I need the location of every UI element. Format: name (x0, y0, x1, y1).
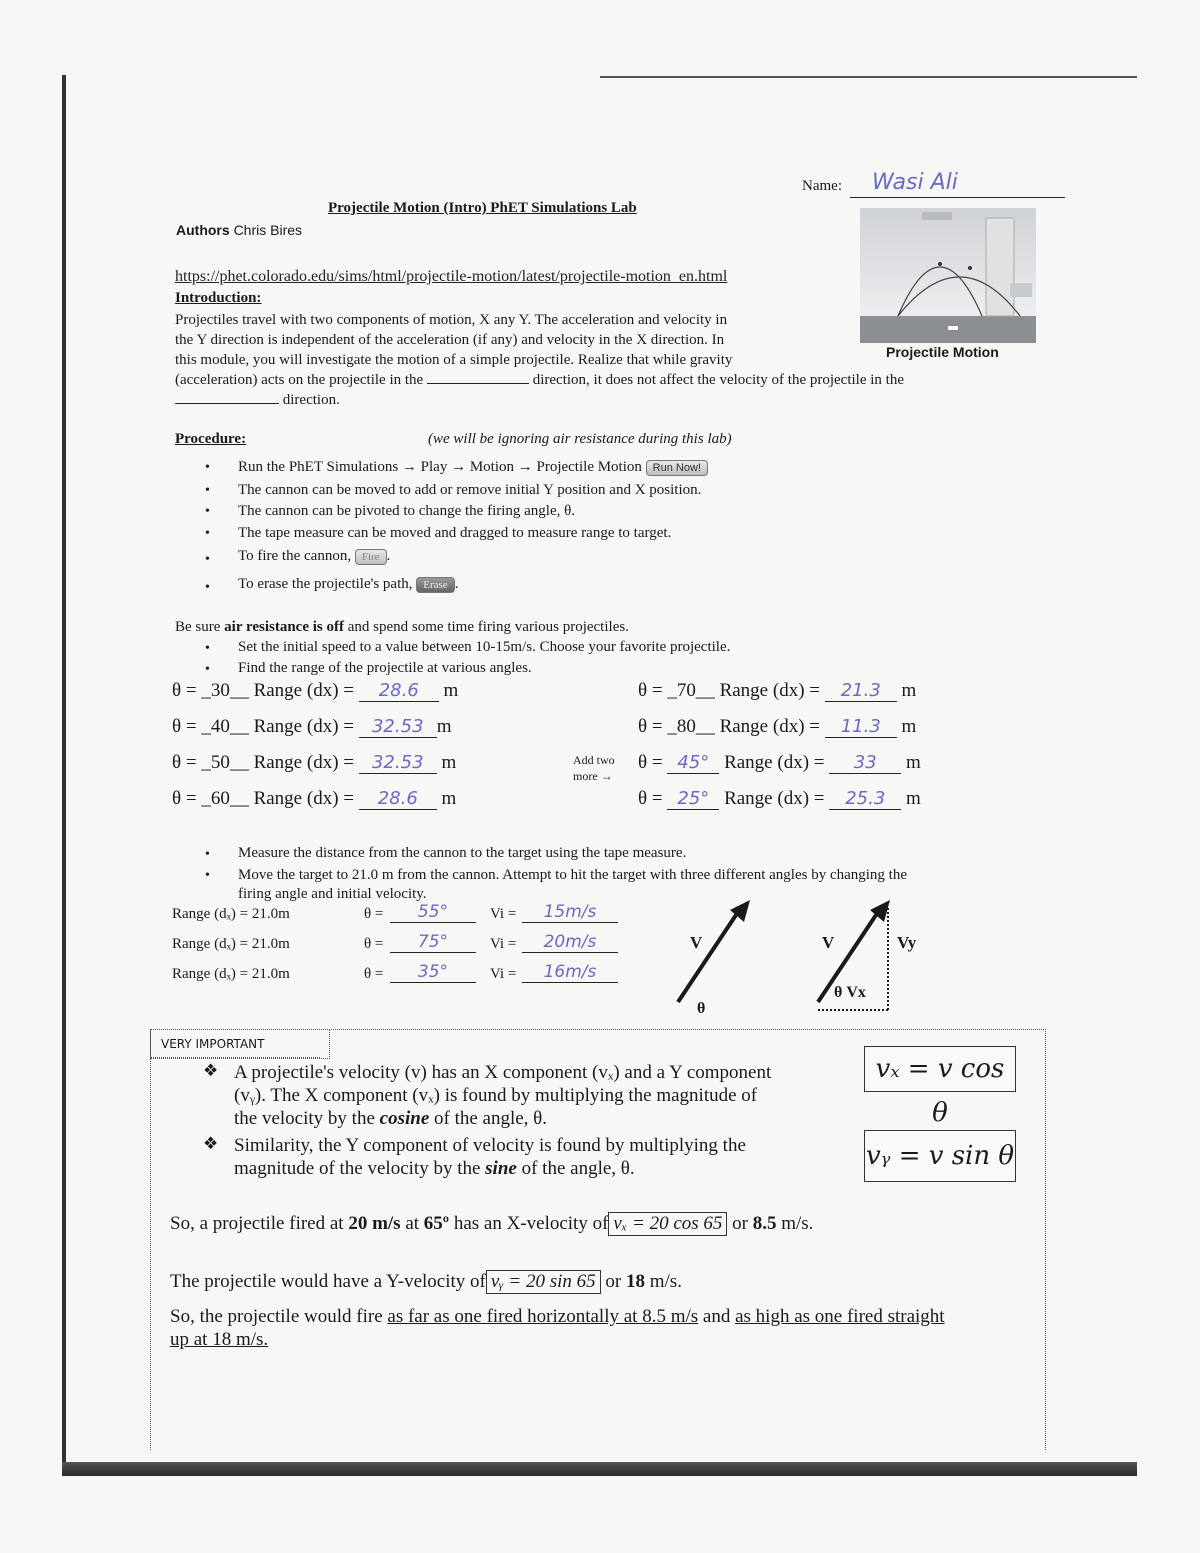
blank-direction-1[interactable] (427, 383, 529, 384)
example-formula-box: vᵧ = 20 sin 65 (486, 1270, 601, 1294)
angle-value[interactable]: 45° (667, 752, 719, 774)
left-edge-shadow (62, 75, 66, 1475)
example-emphasis: 8.5 (752, 1213, 777, 1234)
blank-direction-2[interactable] (175, 403, 279, 404)
theta-label: θ = (638, 752, 663, 773)
range-row (638, 788, 921, 810)
range-row (638, 680, 916, 702)
angle-value: _40__ (201, 716, 249, 737)
air-resistance-instruction (175, 619, 629, 636)
unit-label: m (441, 788, 457, 809)
target-range-label: Range (dₓ) = 21.0m (172, 966, 290, 982)
paragraph-text: of the angle, θ. (434, 1108, 548, 1129)
range-label: Range (dx) = (724, 752, 825, 773)
unit-label: m (901, 716, 917, 737)
target-range-label: Range (dₓ) = 21.0m (172, 906, 290, 922)
list-item: Find the range of the projectile at various angles. (238, 660, 532, 676)
range-row (172, 788, 456, 810)
theta-label: θ = (638, 680, 663, 701)
diamond-bullet-icon: ❖ (203, 1134, 219, 1153)
tag-divider (150, 1057, 320, 1058)
range-value[interactable]: 28.6 (359, 680, 439, 702)
paragraph-line (234, 1157, 746, 1180)
velocity-vector-arrow (678, 912, 738, 1002)
intro-line: the Y direction is independent of the acceleration (if any) and velocity in the X direction. In (175, 332, 725, 348)
example-formula-box: vₓ = 20 cos 65 (608, 1212, 727, 1236)
run-now-button[interactable]: Run Now! (646, 460, 708, 476)
name-value: Wasi Ali (850, 170, 1065, 198)
formula-vx: vₓ = v cos θ (864, 1046, 1016, 1092)
range-label: Range (dx) = (253, 752, 354, 773)
range-label: Range (dx) = (724, 788, 825, 809)
range-label: Range (dx) = (719, 716, 820, 737)
procedure-note: (we will be ignoring air resistance during this lab) (428, 431, 732, 447)
angle-value: _50__ (201, 752, 249, 773)
very-important-tag: VERY IMPORTANT (150, 1029, 330, 1059)
list-item: Measure the distance from the cannon to the target using the tape measure. (238, 845, 687, 861)
bullet-icon: • (205, 526, 210, 541)
list-item (238, 459, 708, 476)
example-line-2 (170, 1270, 682, 1294)
range-row (172, 752, 456, 774)
range-label: Range (dx) = (253, 716, 354, 737)
intro-line-part: direction, it does not affect the velocity of the projectile in the (532, 372, 904, 388)
theta-label: θ = (172, 716, 197, 737)
target-row (172, 962, 597, 983)
example-emphasis: 65º (423, 1213, 450, 1234)
example-text: The projectile would have a Y-velocity of (170, 1271, 486, 1292)
target-vi-value[interactable]: 20m/s (522, 932, 618, 953)
authors-value: Chris Bires (233, 222, 303, 238)
bullet-icon: • (205, 552, 210, 567)
example-text: or (732, 1213, 748, 1234)
name-label: Name: (802, 178, 842, 194)
range-row (638, 716, 916, 738)
example-text: or (605, 1271, 622, 1292)
target-row (172, 932, 597, 953)
theta-label: θ = (364, 906, 384, 922)
paragraph-emphasis: cosine (379, 1108, 430, 1129)
paragraph-line: A projectile's velocity (v) has an X component (vₓ) and a Y component (234, 1062, 772, 1083)
paragraph-emphasis: sine (485, 1158, 517, 1179)
target-angle-value[interactable]: 75° (390, 932, 476, 953)
list-item-text: Run the PhET Simulations → Play → Motion → Projectile Motion (238, 459, 642, 475)
intro-line (175, 370, 904, 390)
example-underlined: as far as one fired horizontally at 8.5 m/s (387, 1306, 699, 1327)
bullet-icon: • (205, 580, 210, 595)
unit-label: m (906, 788, 921, 809)
range-value[interactable]: 25.3 (829, 788, 901, 810)
list-item: The cannon can be pivoted to change the firing angle, θ. (238, 503, 576, 519)
target-range-label: Range (dₓ) = 21.0m (172, 936, 290, 952)
vi-label: Vi = (490, 906, 517, 922)
example-text: So, the projectile would fire (170, 1306, 383, 1327)
unit-label: m (906, 752, 921, 773)
introduction-heading: Introduction: (175, 290, 262, 306)
example-text: m/s. (781, 1213, 814, 1234)
diagram-theta-label: θ (697, 1000, 706, 1017)
range-value[interactable]: 21.3 (825, 680, 897, 702)
paragraph-line (234, 1107, 771, 1130)
diamond-bullet-icon: ❖ (203, 1061, 219, 1080)
paragraph-text: of the angle, θ. (521, 1158, 635, 1179)
angle-value: _80__ (667, 716, 715, 737)
important-paragraph-2 (234, 1134, 746, 1180)
theta-label: θ = (364, 936, 384, 952)
list-item: The cannon can be moved to add or remove initial Y position and X position. (238, 482, 702, 498)
add-two-more-note (573, 752, 615, 784)
page-title: Projectile Motion (Intro) PhET Simulations Lab (328, 200, 637, 216)
paragraph-line: Similarity, the Y component of velocity is found by multiplying the (234, 1135, 746, 1156)
range-label: Range (dx) = (253, 788, 354, 809)
bullet-icon: • (205, 868, 210, 883)
note-line: Add two (573, 753, 615, 767)
list-item: Set the initial speed to a value between 10-15m/s. Choose your favorite projectile. (238, 639, 731, 655)
instruction-emphasis: air resistance is off (224, 619, 344, 635)
range-value[interactable]: 32.53 (359, 752, 437, 774)
authors-label: Authors (176, 222, 230, 238)
important-paragraph-1 (234, 1061, 771, 1130)
procedure-heading: Procedure: (175, 431, 247, 447)
angle-value: _60__ (201, 788, 249, 809)
conclusion-line (170, 1305, 945, 1328)
range-value[interactable]: 28.6 (359, 788, 437, 810)
simulation-url-link[interactable]: https://phet.colorado.edu/sims/html/projectile-motion/latest/projectile-motion_en.html (175, 268, 728, 285)
diagram-vy-label: Vy (897, 933, 917, 952)
example-underlined: as high as one fired straight (735, 1306, 945, 1327)
intro-line: this module, you will investigate the motion of a simple projectile. Realize that while gravity (175, 352, 733, 368)
angle-value: _70__ (667, 680, 715, 701)
range-row (172, 680, 458, 702)
theta-label: θ = (638, 716, 663, 737)
intro-line-part: direction. (282, 392, 340, 408)
fire-button[interactable]: Fire (355, 549, 387, 565)
diagram-theta-vx-label: θ Vx (834, 984, 866, 1001)
intro-line-part: (acceleration) acts on the projectile in the (175, 372, 424, 388)
vi-label: Vi = (490, 936, 517, 952)
introduction-text (175, 310, 904, 410)
range-row (638, 752, 921, 774)
bottom-edge-shadow (62, 1462, 1137, 1476)
target-vi-value[interactable]: 16m/s (522, 962, 618, 983)
bullet-icon: • (205, 483, 210, 498)
example-text: So, a projectile fired at (170, 1213, 344, 1234)
bullet-icon: • (205, 460, 210, 475)
target-angle-value[interactable]: 35° (390, 962, 476, 983)
diagram-v-label: V (822, 933, 835, 952)
intro-line: Projectiles travel with two components of motion, X any Y. The acceleration and velocity in (175, 312, 728, 328)
conclusion-line: up at 18 m/s. (170, 1329, 269, 1350)
instruction-part: Be sure (175, 619, 221, 635)
paragraph-line: (vᵧ). The X component (vₓ) is found by multiplying the magnitude of (234, 1085, 758, 1106)
formula-vy: vᵧ = v sin θ (864, 1130, 1016, 1182)
bullet-icon: • (205, 641, 210, 656)
unit-label: m (441, 752, 457, 773)
paragraph-text: magnitude of the velocity by the (234, 1158, 481, 1179)
theta-label: θ = (364, 966, 384, 982)
thumbnail-caption: Projectile Motion (886, 344, 999, 360)
list-item-line: Move the target to 21.0 m from the cannon. Attempt to hit the target with three different angles by changing the (238, 867, 908, 883)
unit-label: m (901, 680, 917, 701)
list-item: The tape measure can be moved and dragged to measure range to target. (238, 525, 672, 541)
paragraph-text: the velocity by the (234, 1108, 375, 1129)
vi-label: Vi = (490, 966, 517, 982)
bullet-icon: • (205, 504, 210, 519)
theta-label: θ = (172, 680, 197, 701)
theta-label: θ = (172, 788, 197, 809)
intro-line (175, 390, 904, 410)
list-item-text: To erase the projectile's path, (238, 576, 413, 592)
theta-label: θ = (638, 788, 663, 809)
authors-line (176, 222, 302, 238)
example-text: at (405, 1213, 420, 1234)
range-label: Range (dx) = (719, 680, 820, 701)
instruction-part: and spend some time firing various projectiles. (347, 619, 629, 635)
range-label: Range (dx) = (253, 680, 354, 701)
example-text: m/s. (649, 1271, 682, 1292)
list-item-line: firing angle and initial velocity. (238, 886, 427, 902)
erase-button[interactable]: Erase (416, 577, 454, 593)
note-line: more → (573, 769, 613, 783)
target-row (172, 902, 597, 923)
diagram-v-label: V (690, 933, 703, 952)
example-text: and (702, 1306, 731, 1327)
angle-value[interactable]: 25° (667, 788, 719, 810)
example-emphasis: 18 (626, 1271, 645, 1292)
angle-value: _30__ (201, 680, 249, 701)
list-item: To fire the cannon, Fire . (238, 548, 391, 564)
range-value[interactable]: 32.53 (359, 716, 437, 738)
list-item-text: To fire the cannon, (238, 548, 352, 564)
bullet-icon: • (205, 662, 210, 677)
top-edge-line (600, 76, 1137, 78)
theta-label: θ = (172, 752, 197, 773)
example-text: has an X-velocity of (453, 1213, 609, 1234)
target-angle-value[interactable]: 55° (390, 902, 476, 923)
example-conclusion (170, 1305, 945, 1351)
example-emphasis: 20 m/s (348, 1213, 401, 1234)
example-line-1 (170, 1212, 813, 1236)
range-value[interactable]: 11.3 (825, 716, 897, 738)
unit-label: m (436, 716, 452, 737)
list-item: To erase the projectile's path, Erase . (238, 576, 459, 592)
bullet-icon: • (205, 847, 210, 862)
target-vi-value[interactable]: 15m/s (522, 902, 618, 923)
range-row (172, 716, 452, 738)
unit-label: m (443, 680, 459, 701)
range-value[interactable]: 33 (829, 752, 901, 774)
